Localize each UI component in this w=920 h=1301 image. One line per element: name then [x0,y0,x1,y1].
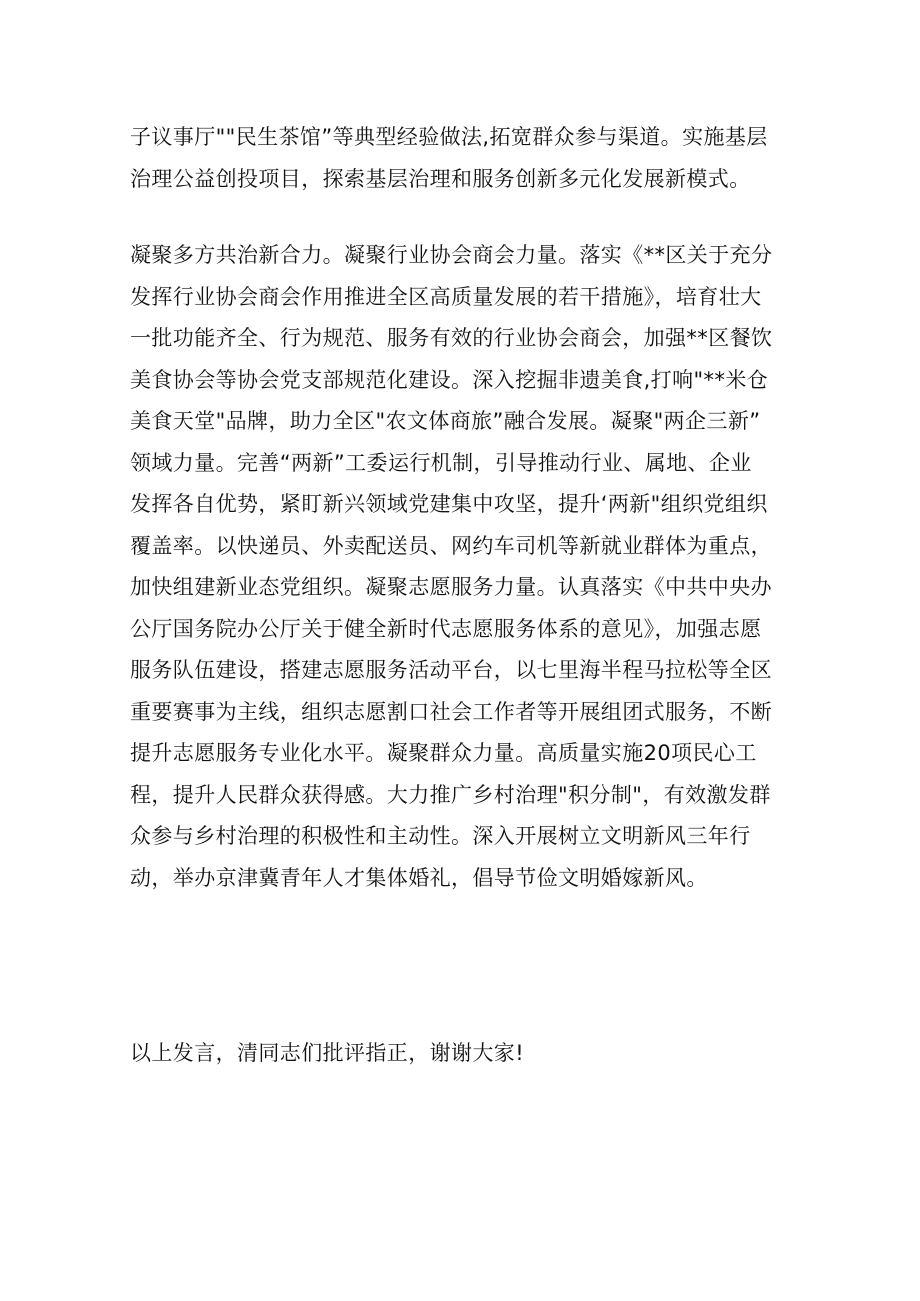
text-line: 众参与乡村治理的积极性和主动性。深入开展树立文明新风三年行 [130,824,751,848]
paragraph-2 [130,235,790,899]
text-line: 以上发言，清同志们批评指正，谢谢大家! [130,1041,525,1065]
text-line: 覆盖率。以快递员、外卖配送员、网约车司机等新就业群体为重点， [130,533,772,558]
paragraph-3 [130,1033,790,1075]
paragraph-1 [130,117,790,200]
text-line: 凝聚多方共治新合力。凝聚行业协会商会力量。落实《**区关于充分 [130,243,773,267]
text-line: 治理公益创投项目，探索基层治理和服务创新多元化发展新模式。 [130,166,751,191]
text-line: 加快组建新业态党组织。凝聚志愿服务力量。认真落实《中共中央办 [130,575,772,599]
text-line: 提升志愿服务专业化水平。凝聚群众力量。高质量实施20项民心工 [130,741,757,765]
text-line: 子议事厅""民生茶馆”等典型经验做法,拓宽群众参与渠道。实施基层 [130,125,768,149]
text-line: 美食天堂"品牌，助力全区"农文体商旅”融合发展。凝聚"两企三新” [130,409,761,433]
text-line: 发挥行业协会商会作用推进全区高质量发展的若干措施》，培育壮大 [130,284,762,309]
text-line: 公厅国务院办公厅关于健全新时代志愿服务体系的意见》，加强志愿 [130,616,762,641]
text-line: 美食协会等协会党支部规范化建设。深入挖掘非遗美食,打响"**米仓 [130,367,769,392]
text-line: 程，提升人民群众获得感。大力推广乡村治理"积分制"，有效激发群 [130,782,771,807]
text-line: 领域力量。完善“两新”工委运行机制，引导推动行业、属地、企业 [130,450,752,475]
text-line: 重要赛事为主线，组织志愿割口社会工作者等开展组团式服务，不断 [130,699,772,724]
text-line: 发挥各自优势，紧盯新兴领域党建集中攻坚，提升‘两新"组织党组织 [130,492,768,516]
text-line: 动，举办京津冀青年人才集体婚礼，倡导节俭文明婚嫁新风。 [130,865,708,890]
text-line: 服务队伍建设，搭建志愿服务活动平台，以七里海半程马拉松等全区 [130,658,772,682]
text-line: 一批功能齐全、行为规范、服务有效的行业协会商会，加强**区餐饮 [130,326,773,350]
